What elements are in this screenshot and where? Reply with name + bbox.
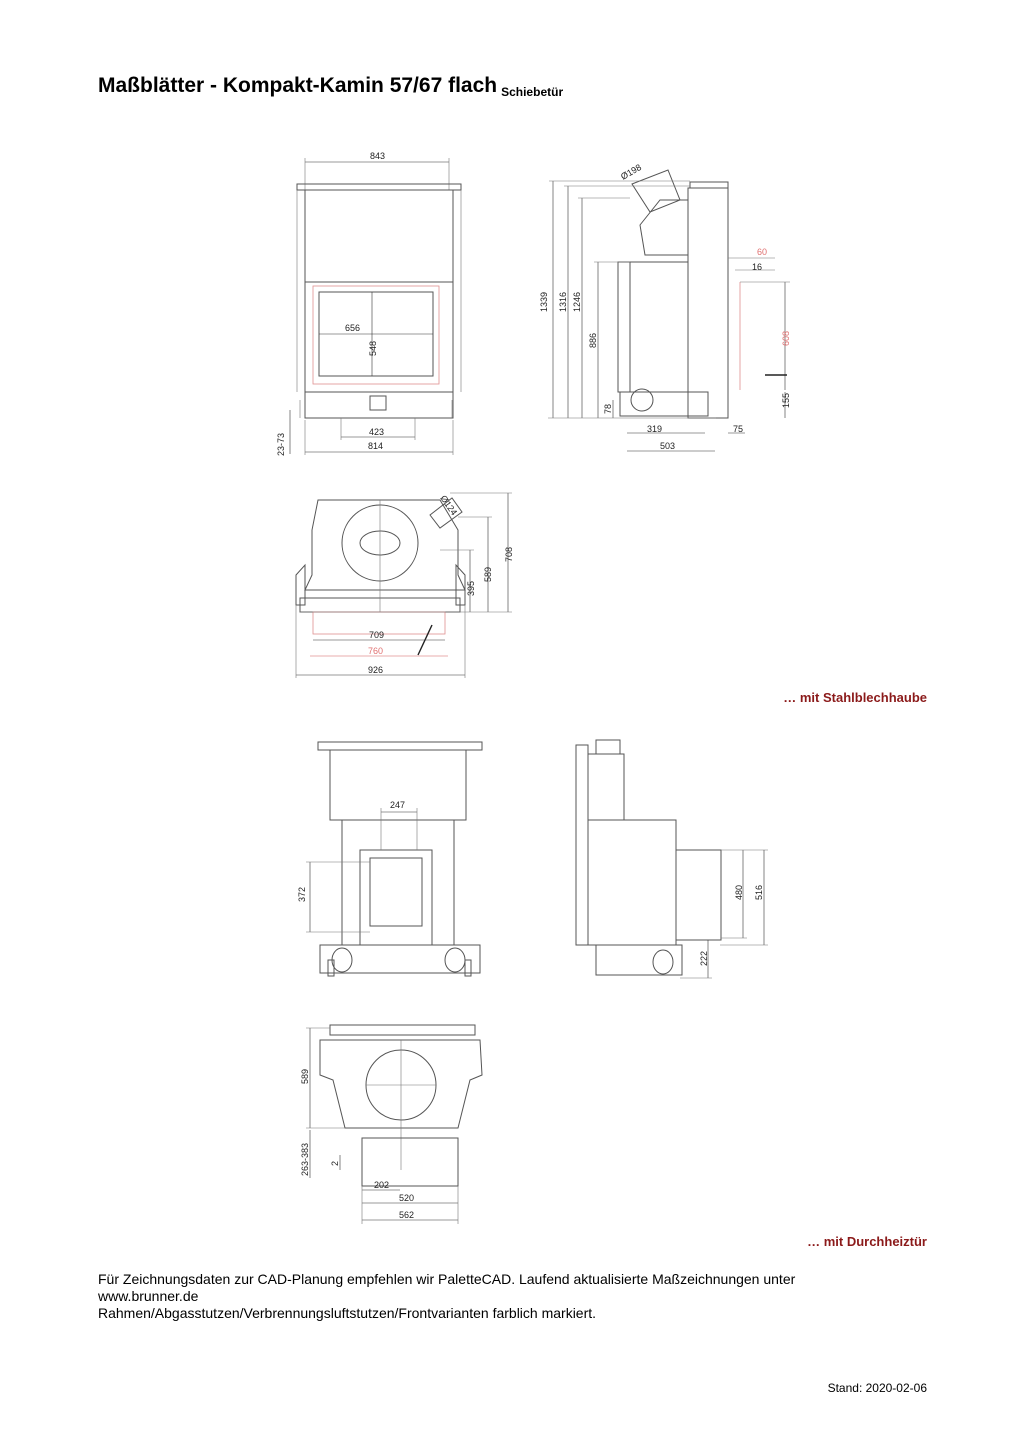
title-subtitle: Schiebetür [501, 85, 564, 99]
dim-front-foot-adj: 23-73 [276, 432, 286, 456]
dim-top-d2: 589 [483, 566, 493, 582]
back-view-drawing [297, 742, 482, 976]
dim-front-feet: 423 [369, 427, 385, 437]
dim-side2-h1: 480 [734, 884, 744, 900]
dim-side-h2: 1316 [558, 291, 568, 312]
dim-side-r4: 155 [781, 392, 791, 408]
dim-top2-w3: 562 [399, 1210, 415, 1220]
footer-notes [98, 1271, 898, 1322]
dim-front-opening-h: 548 [368, 340, 378, 356]
front-view-drawing [276, 151, 461, 456]
dim-back-h: 372 [297, 886, 307, 902]
dim-side-r1: 60 [757, 247, 768, 257]
dim-top-d1: 708 [504, 546, 514, 562]
dim-side2-h3: 222 [699, 950, 709, 966]
dim-top2-d3: 2 [330, 1160, 340, 1166]
dim-side-r3: 608 [781, 330, 791, 346]
top-view-2-drawing [300, 1025, 482, 1224]
dim-top-w1: 709 [369, 630, 385, 640]
top-view-drawing [296, 493, 514, 678]
caption-stahlblechhaube: … mit Stahlblechhaube [783, 690, 927, 705]
side-view-2-drawing [576, 740, 768, 978]
dim-top2-d2: 263-383 [300, 1142, 310, 1176]
dim-side2-h2: 516 [754, 884, 764, 900]
dim-top-w3: 926 [368, 665, 384, 675]
footer-line-3: Rahmen/Abgasstutzen/Verbrennungsluftstutzen/Frontvarianten farblich markiert. [98, 1305, 597, 1321]
footer-line-1: Für Zeichnungsdaten zur CAD-Planung empfehlen wir PaletteCAD. Laufend aktualisierte Maßzeichnungen unter [98, 1271, 796, 1287]
dim-side-h5: 78 [603, 403, 613, 414]
dim-side-h3: 1246 [572, 291, 582, 312]
dim-top-w2: 760 [368, 646, 384, 656]
dim-front-width-top: 843 [370, 151, 386, 161]
dim-side-r2: 16 [752, 262, 763, 272]
dim-side-d2: 503 [660, 441, 676, 451]
dim-top2-w1: 202 [374, 1180, 390, 1190]
dim-top-d3: 395 [466, 580, 476, 596]
stand-date: Stand: 2020-02-06 [827, 1381, 927, 1395]
dim-back-w: 247 [390, 800, 406, 810]
dim-top2-w2: 520 [399, 1193, 415, 1203]
title-main: Maßblätter - Kompakt-Kamin 57/67 flach [98, 74, 498, 97]
dim-top2-d1: 589 [300, 1068, 310, 1084]
side-view-drawing [539, 162, 791, 451]
dim-side-h4: 886 [588, 332, 598, 348]
footer-line-2: www.brunner.de [98, 1288, 199, 1304]
dim-front-opening-w: 656 [345, 323, 361, 333]
dim-side-flue: Ø198 [619, 162, 644, 182]
dim-side-d1: 319 [647, 424, 663, 434]
dim-top-flue: Ø124 [438, 493, 460, 518]
dim-front-base: 814 [368, 441, 384, 451]
dim-side-h1: 1339 [539, 291, 549, 312]
dim-side-d3: 75 [733, 424, 744, 434]
caption-durchheiztuer: … mit Durchheiztür [807, 1234, 927, 1249]
